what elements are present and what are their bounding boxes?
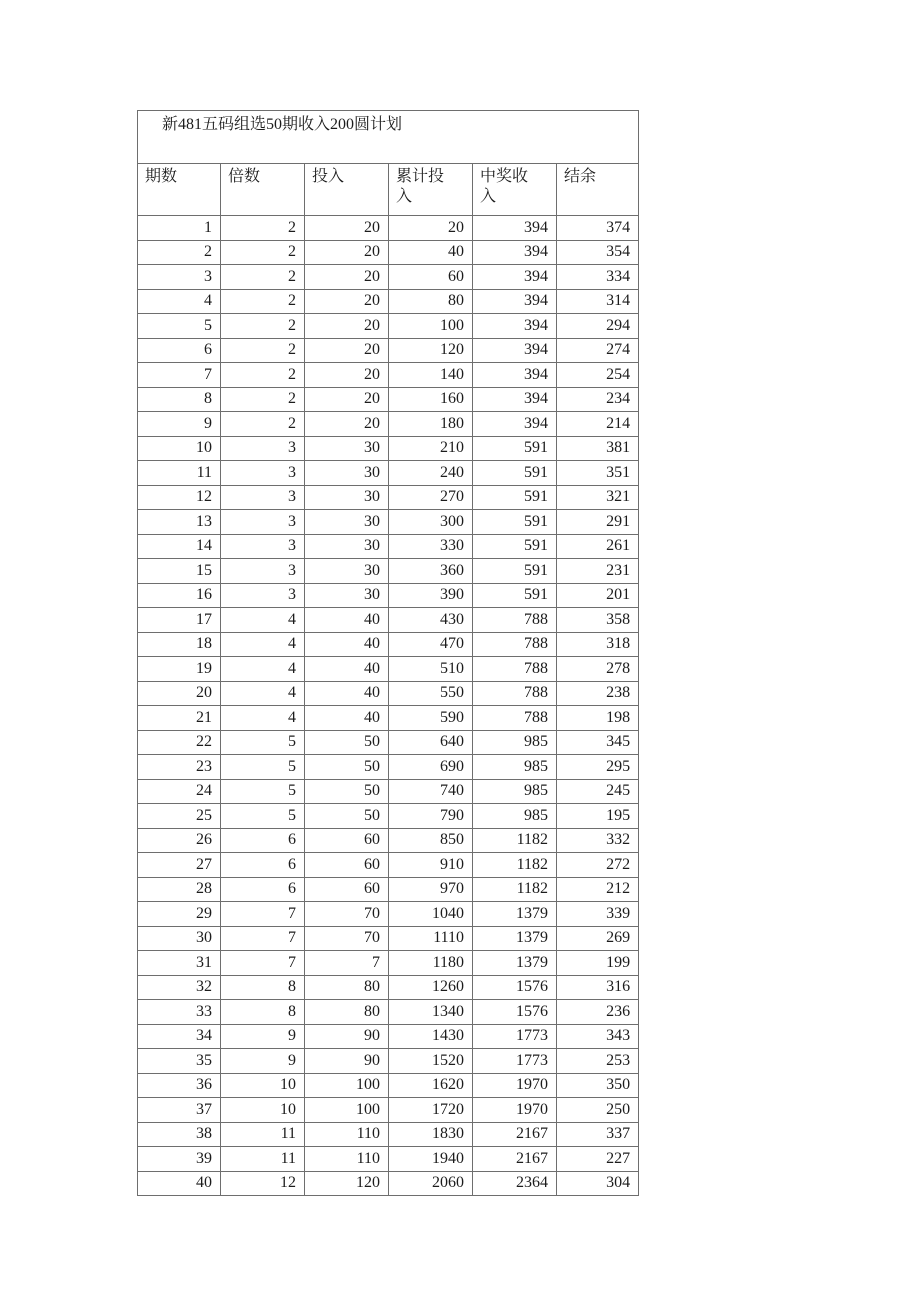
table-cell: 1773 <box>473 1049 557 1074</box>
table-cell: 1430 <box>389 1024 473 1049</box>
table-row <box>138 1098 639 1123</box>
table-cell: 15 <box>138 559 221 584</box>
table-cell: 394 <box>473 338 557 363</box>
table-cell: 394 <box>473 314 557 339</box>
table-cell: 30 <box>305 461 389 486</box>
table-cell: 20 <box>305 289 389 314</box>
table-cell: 470 <box>389 632 473 657</box>
table-cell: 20 <box>389 216 473 241</box>
table-cell: 40 <box>305 657 389 682</box>
table-cell: 120 <box>389 338 473 363</box>
table-cell: 550 <box>389 681 473 706</box>
table-row <box>138 289 639 314</box>
table-cell: 321 <box>557 485 639 510</box>
table-cell: 34 <box>138 1024 221 1049</box>
table-cell: 21 <box>138 706 221 731</box>
table-row <box>138 1122 639 1147</box>
table-cell: 160 <box>389 387 473 412</box>
table-cell: 14 <box>138 534 221 559</box>
table-cell: 253 <box>557 1049 639 1074</box>
table-row <box>138 338 639 363</box>
table-row <box>138 412 639 437</box>
table-cell: 4 <box>221 632 305 657</box>
table-cell: 2167 <box>473 1122 557 1147</box>
table-cell: 236 <box>557 1000 639 1025</box>
table-cell: 1576 <box>473 975 557 1000</box>
table-cell: 314 <box>557 289 639 314</box>
table-cell: 60 <box>389 265 473 290</box>
table-cell: 5 <box>138 314 221 339</box>
table-cell: 1720 <box>389 1098 473 1123</box>
table-cell: 1110 <box>389 926 473 951</box>
table-cell: 11 <box>221 1147 305 1172</box>
table-cell: 985 <box>473 779 557 804</box>
table-cell: 381 <box>557 436 639 461</box>
table-cell: 30 <box>138 926 221 951</box>
table-cell: 690 <box>389 755 473 780</box>
table-cell: 591 <box>473 583 557 608</box>
table-cell: 1379 <box>473 951 557 976</box>
table-cell: 50 <box>305 804 389 829</box>
table-cell: 343 <box>557 1024 639 1049</box>
table-cell: 278 <box>557 657 639 682</box>
table-cell: 790 <box>389 804 473 829</box>
table-cell: 1970 <box>473 1073 557 1098</box>
table-cell: 590 <box>389 706 473 731</box>
table-cell: 234 <box>557 387 639 412</box>
table-row <box>138 804 639 829</box>
header-balance: 结余 <box>557 164 639 216</box>
table-cell: 50 <box>305 779 389 804</box>
table-cell: 39 <box>138 1147 221 1172</box>
table-cell: 2060 <box>389 1171 473 1196</box>
table-cell: 4 <box>221 657 305 682</box>
table-cell: 394 <box>473 240 557 265</box>
table-cell: 201 <box>557 583 639 608</box>
table-title: 新481五码组选50期收入200圆计划 <box>138 111 639 164</box>
table-cell: 7 <box>305 951 389 976</box>
table-cell: 510 <box>389 657 473 682</box>
table-cell: 985 <box>473 730 557 755</box>
table-row <box>138 510 639 535</box>
table-cell: 110 <box>305 1147 389 1172</box>
table-cell: 254 <box>557 363 639 388</box>
table-cell: 1620 <box>389 1073 473 1098</box>
table-cell: 11 <box>221 1122 305 1147</box>
table-cell: 910 <box>389 853 473 878</box>
table-cell: 3 <box>221 436 305 461</box>
table-cell: 295 <box>557 755 639 780</box>
table-cell: 1180 <box>389 951 473 976</box>
table-row <box>138 559 639 584</box>
table-cell: 591 <box>473 559 557 584</box>
table-cell: 5 <box>221 755 305 780</box>
table-row <box>138 608 639 633</box>
table-cell: 3 <box>221 559 305 584</box>
table-cell: 6 <box>221 877 305 902</box>
table-cell: 23 <box>138 755 221 780</box>
table-cell: 180 <box>389 412 473 437</box>
table-cell: 985 <box>473 755 557 780</box>
table-cell: 788 <box>473 706 557 731</box>
table-cell: 394 <box>473 216 557 241</box>
table-cell: 50 <box>305 755 389 780</box>
table-row <box>138 1073 639 1098</box>
table-row <box>138 902 639 927</box>
table-cell: 354 <box>557 240 639 265</box>
table-cell: 430 <box>389 608 473 633</box>
table-cell: 20 <box>138 681 221 706</box>
table-cell: 24 <box>138 779 221 804</box>
table-cell: 9 <box>138 412 221 437</box>
table-cell: 40 <box>305 706 389 731</box>
table-cell: 10 <box>138 436 221 461</box>
table-cell: 60 <box>305 828 389 853</box>
table-cell: 31 <box>138 951 221 976</box>
table-cell: 3 <box>221 461 305 486</box>
table-cell: 591 <box>473 461 557 486</box>
table-cell: 1260 <box>389 975 473 1000</box>
table-cell: 316 <box>557 975 639 1000</box>
table-row <box>138 1147 639 1172</box>
table-cell: 13 <box>138 510 221 535</box>
table-cell: 90 <box>305 1049 389 1074</box>
table-cell: 30 <box>305 436 389 461</box>
table-cell: 394 <box>473 289 557 314</box>
table-cell: 10 <box>221 1073 305 1098</box>
table-cell: 591 <box>473 510 557 535</box>
table-cell: 591 <box>473 534 557 559</box>
table-cell: 591 <box>473 485 557 510</box>
table-cell: 30 <box>305 583 389 608</box>
table-cell: 1182 <box>473 828 557 853</box>
table-cell: 195 <box>557 804 639 829</box>
table-cell: 40 <box>305 632 389 657</box>
table-cell: 100 <box>389 314 473 339</box>
table-cell: 850 <box>389 828 473 853</box>
table-cell: 7 <box>221 902 305 927</box>
table-cell: 291 <box>557 510 639 535</box>
table-row <box>138 828 639 853</box>
table-cell: 38 <box>138 1122 221 1147</box>
table-cell: 330 <box>389 534 473 559</box>
table-row <box>138 1024 639 1049</box>
header-stake: 投入 <box>305 164 389 216</box>
table-cell: 261 <box>557 534 639 559</box>
table-row <box>138 240 639 265</box>
table-cell: 32 <box>138 975 221 1000</box>
table-cell: 7 <box>221 951 305 976</box>
table-cell: 3 <box>221 510 305 535</box>
table-cell: 351 <box>557 461 639 486</box>
table-cell: 591 <box>473 436 557 461</box>
table-cell: 37 <box>138 1098 221 1123</box>
table-row <box>138 363 639 388</box>
table-row <box>138 657 639 682</box>
table-cell: 140 <box>389 363 473 388</box>
table-cell: 2 <box>221 363 305 388</box>
header-period: 期数 <box>138 164 221 216</box>
table-cell: 90 <box>305 1024 389 1049</box>
table-row <box>138 387 639 412</box>
table-cell: 2167 <box>473 1147 557 1172</box>
table-cell: 8 <box>138 387 221 412</box>
table-cell: 1182 <box>473 853 557 878</box>
table-cell: 238 <box>557 681 639 706</box>
table-row <box>138 853 639 878</box>
table-cell: 212 <box>557 877 639 902</box>
table-cell: 2 <box>221 289 305 314</box>
table-cell: 394 <box>473 387 557 412</box>
table-row <box>138 485 639 510</box>
table-row <box>138 265 639 290</box>
table-cell: 300 <box>389 510 473 535</box>
table-cell: 80 <box>305 1000 389 1025</box>
table-cell: 5 <box>221 730 305 755</box>
table-cell: 1830 <box>389 1122 473 1147</box>
table-cell: 22 <box>138 730 221 755</box>
table-row <box>138 1000 639 1025</box>
table-row <box>138 216 639 241</box>
table-row <box>138 877 639 902</box>
table-cell: 227 <box>557 1147 639 1172</box>
plan-table-body <box>138 216 639 1196</box>
table-cell: 394 <box>473 412 557 437</box>
table-cell: 6 <box>221 853 305 878</box>
table-cell: 394 <box>473 363 557 388</box>
table-cell: 970 <box>389 877 473 902</box>
table-cell: 100 <box>305 1073 389 1098</box>
table-cell: 274 <box>557 338 639 363</box>
table-cell: 2 <box>221 314 305 339</box>
table-row <box>138 706 639 731</box>
table-cell: 80 <box>305 975 389 1000</box>
table-cell: 40 <box>305 608 389 633</box>
table-cell: 28 <box>138 877 221 902</box>
table-title-row <box>138 111 639 164</box>
table-cell: 214 <box>557 412 639 437</box>
table-cell: 20 <box>305 314 389 339</box>
table-cell: 374 <box>557 216 639 241</box>
table-cell: 36 <box>138 1073 221 1098</box>
table-cell: 1182 <box>473 877 557 902</box>
table-cell: 50 <box>305 730 389 755</box>
table-cell: 1576 <box>473 1000 557 1025</box>
table-cell: 3 <box>221 583 305 608</box>
table-cell: 332 <box>557 828 639 853</box>
table-cell: 5 <box>221 804 305 829</box>
table-cell: 30 <box>305 534 389 559</box>
table-cell: 1379 <box>473 926 557 951</box>
table-cell: 2 <box>221 240 305 265</box>
table-cell: 30 <box>305 485 389 510</box>
table-cell: 740 <box>389 779 473 804</box>
table-cell: 1 <box>138 216 221 241</box>
table-cell: 318 <box>557 632 639 657</box>
table-cell: 20 <box>305 338 389 363</box>
table-row <box>138 632 639 657</box>
table-row <box>138 926 639 951</box>
table-cell: 304 <box>557 1171 639 1196</box>
table-cell: 360 <box>389 559 473 584</box>
table-cell: 7 <box>138 363 221 388</box>
table-cell: 4 <box>221 608 305 633</box>
table-cell: 30 <box>305 510 389 535</box>
header-winning-income: 中奖收入 <box>473 164 557 216</box>
table-cell: 3 <box>221 485 305 510</box>
table-row <box>138 1171 639 1196</box>
table-cell: 20 <box>305 412 389 437</box>
table-cell: 40 <box>389 240 473 265</box>
table-cell: 2364 <box>473 1171 557 1196</box>
table-cell: 199 <box>557 951 639 976</box>
table-cell: 1340 <box>389 1000 473 1025</box>
table-cell: 6 <box>138 338 221 363</box>
table-cell: 30 <box>305 559 389 584</box>
table-cell: 4 <box>221 681 305 706</box>
table-cell: 27 <box>138 853 221 878</box>
table-cell: 1520 <box>389 1049 473 1074</box>
table-cell: 2 <box>221 216 305 241</box>
table-cell: 110 <box>305 1122 389 1147</box>
table-cell: 390 <box>389 583 473 608</box>
table-cell: 33 <box>138 1000 221 1025</box>
table-cell: 1773 <box>473 1024 557 1049</box>
table-cell: 60 <box>305 877 389 902</box>
table-row <box>138 314 639 339</box>
header-multiplier: 倍数 <box>221 164 305 216</box>
header-cumulative-stake: 累计投入 <box>389 164 473 216</box>
table-cell: 7 <box>221 926 305 951</box>
table-cell: 3 <box>138 265 221 290</box>
table-cell: 240 <box>389 461 473 486</box>
table-cell: 1040 <box>389 902 473 927</box>
table-cell: 20 <box>305 387 389 412</box>
table-cell: 2 <box>221 338 305 363</box>
table-cell: 210 <box>389 436 473 461</box>
table-row <box>138 534 639 559</box>
table-cell: 80 <box>389 289 473 314</box>
table-cell: 18 <box>138 632 221 657</box>
table-cell: 788 <box>473 657 557 682</box>
table-cell: 17 <box>138 608 221 633</box>
table-cell: 12 <box>221 1171 305 1196</box>
table-cell: 20 <box>305 265 389 290</box>
table-cell: 2 <box>221 265 305 290</box>
table-cell: 20 <box>305 240 389 265</box>
table-row <box>138 583 639 608</box>
table-row <box>138 755 639 780</box>
table-cell: 2 <box>138 240 221 265</box>
table-cell: 985 <box>473 804 557 829</box>
table-cell: 8 <box>221 975 305 1000</box>
table-cell: 269 <box>557 926 639 951</box>
table-cell: 231 <box>557 559 639 584</box>
table-cell: 9 <box>221 1049 305 1074</box>
table-cell: 8 <box>221 1000 305 1025</box>
table-cell: 2 <box>221 412 305 437</box>
table-row <box>138 461 639 486</box>
table-cell: 25 <box>138 804 221 829</box>
table-cell: 3 <box>221 534 305 559</box>
table-row <box>138 951 639 976</box>
table-row <box>138 779 639 804</box>
table-cell: 198 <box>557 706 639 731</box>
table-cell: 12 <box>138 485 221 510</box>
table-cell: 4 <box>138 289 221 314</box>
table-cell: 40 <box>138 1171 221 1196</box>
plan-table <box>137 110 639 1196</box>
table-cell: 250 <box>557 1098 639 1123</box>
plan-table-head <box>138 111 639 216</box>
table-cell: 20 <box>305 216 389 241</box>
table-cell: 358 <box>557 608 639 633</box>
table-cell: 29 <box>138 902 221 927</box>
table-cell: 350 <box>557 1073 639 1098</box>
table-cell: 788 <box>473 632 557 657</box>
table-cell: 16 <box>138 583 221 608</box>
table-row <box>138 1049 639 1074</box>
table-cell: 272 <box>557 853 639 878</box>
table-cell: 6 <box>221 828 305 853</box>
table-cell: 294 <box>557 314 639 339</box>
table-cell: 2 <box>221 387 305 412</box>
table-cell: 5 <box>221 779 305 804</box>
table-cell: 4 <box>221 706 305 731</box>
table-cell: 788 <box>473 608 557 633</box>
table-cell: 20 <box>305 363 389 388</box>
table-cell: 9 <box>221 1024 305 1049</box>
table-cell: 1379 <box>473 902 557 927</box>
table-cell: 35 <box>138 1049 221 1074</box>
table-cell: 339 <box>557 902 639 927</box>
table-cell: 345 <box>557 730 639 755</box>
table-cell: 640 <box>389 730 473 755</box>
table-cell: 26 <box>138 828 221 853</box>
table-cell: 1970 <box>473 1098 557 1123</box>
table-cell: 245 <box>557 779 639 804</box>
table-cell: 70 <box>305 902 389 927</box>
table-cell: 40 <box>305 681 389 706</box>
table-cell: 19 <box>138 657 221 682</box>
table-cell: 788 <box>473 681 557 706</box>
table-cell: 270 <box>389 485 473 510</box>
table-cell: 334 <box>557 265 639 290</box>
table-cell: 10 <box>221 1098 305 1123</box>
table-cell: 120 <box>305 1171 389 1196</box>
table-cell: 11 <box>138 461 221 486</box>
table-cell: 70 <box>305 926 389 951</box>
table-row <box>138 681 639 706</box>
table-row <box>138 436 639 461</box>
table-cell: 1940 <box>389 1147 473 1172</box>
table-cell: 100 <box>305 1098 389 1123</box>
table-row <box>138 730 639 755</box>
table-row <box>138 975 639 1000</box>
table-cell: 337 <box>557 1122 639 1147</box>
table-cell: 394 <box>473 265 557 290</box>
table-header-row <box>138 164 639 216</box>
table-cell: 60 <box>305 853 389 878</box>
